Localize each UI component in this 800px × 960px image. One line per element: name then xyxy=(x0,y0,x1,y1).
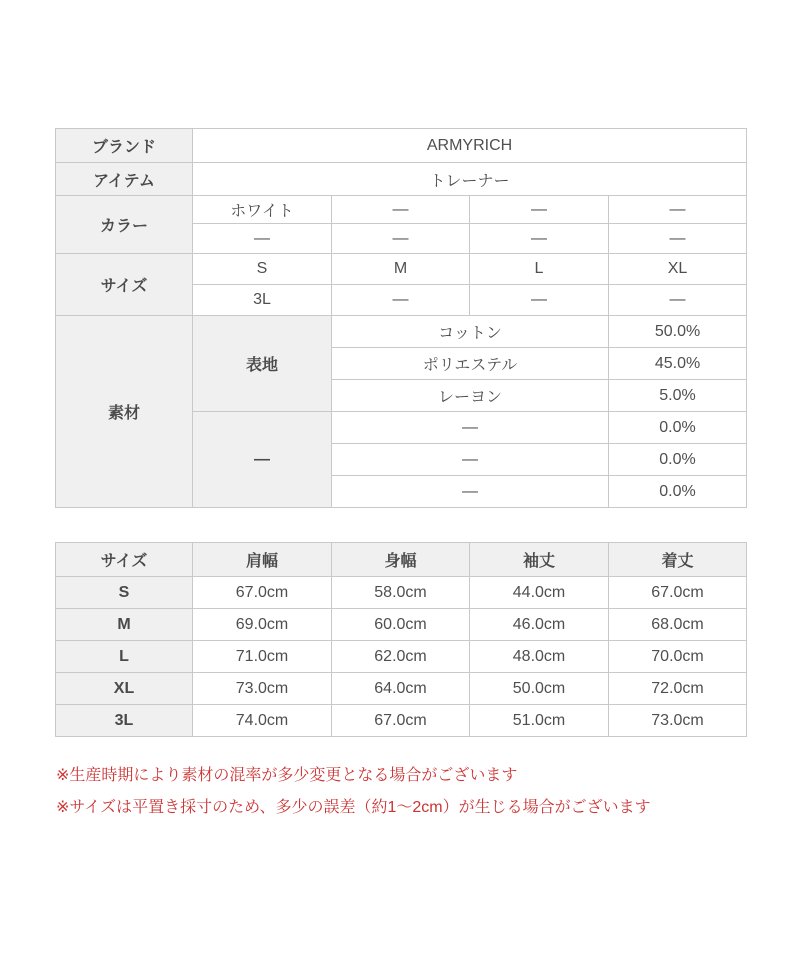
color-cell: — xyxy=(609,196,747,224)
table-row xyxy=(56,254,747,285)
material-name-cell: コットン xyxy=(332,316,609,348)
measurement-cell: 51.0cm xyxy=(470,705,609,737)
table-row xyxy=(56,609,747,641)
size-option-cell: L xyxy=(470,254,609,285)
measurement-cell: 69.0cm xyxy=(193,609,332,641)
table-row xyxy=(56,641,747,673)
brand-value: ARMYRICH xyxy=(193,129,747,163)
row-header-size: 3L xyxy=(56,705,193,737)
material-percent-cell: 45.0% xyxy=(609,348,747,380)
size-option-cell: 3L xyxy=(193,285,332,316)
material-percent-cell: 0.0% xyxy=(609,412,747,444)
size-measurement-table xyxy=(55,542,747,737)
measurement-cell: 67.0cm xyxy=(193,577,332,609)
material-part-label: 表地 xyxy=(193,316,332,412)
footnotes xyxy=(56,760,756,824)
material-ratio-note: ※生産時期により素材の混率が多少変更となる場合がございます xyxy=(56,767,518,784)
item-value: トレーナー xyxy=(193,163,747,196)
measurement-cell: 73.0cm xyxy=(193,673,332,705)
measurement-cell: 72.0cm xyxy=(609,673,747,705)
measurement-cell: 44.0cm xyxy=(470,577,609,609)
material-part-label: — xyxy=(193,412,332,508)
brand-label: ブランド xyxy=(56,129,193,163)
table-row xyxy=(56,673,747,705)
material-name-cell: レーヨン xyxy=(332,380,609,412)
table-row xyxy=(56,316,747,348)
color-cell: — xyxy=(332,196,470,224)
size-option-cell: — xyxy=(332,285,470,316)
material-label: 素材 xyxy=(56,316,193,508)
row-header-size: XL xyxy=(56,673,193,705)
color-cell: ホワイト xyxy=(193,196,332,224)
measurement-cell: 74.0cm xyxy=(193,705,332,737)
size-label: サイズ xyxy=(56,254,193,316)
row-header-size: L xyxy=(56,641,193,673)
color-cell: — xyxy=(470,196,609,224)
measurement-cell: 46.0cm xyxy=(470,609,609,641)
row-header-size: M xyxy=(56,609,193,641)
size-option-cell: — xyxy=(470,285,609,316)
table-row xyxy=(56,577,747,609)
material-percent-cell: 0.0% xyxy=(609,444,747,476)
measurement-tolerance-note: ※サイズは平置き採寸のため、多少の誤差（約1～2cm）が生じる場合がございます xyxy=(56,799,651,816)
measurement-cell: 71.0cm xyxy=(193,641,332,673)
column-header-sleeve: 袖丈 xyxy=(470,543,609,577)
size-option-cell: — xyxy=(609,285,747,316)
product-spec-table xyxy=(55,128,747,508)
table-row xyxy=(56,129,747,163)
table-row xyxy=(56,163,747,196)
measurement-cell: 60.0cm xyxy=(332,609,470,641)
material-name-cell: — xyxy=(332,444,609,476)
column-header-shoulder: 肩幅 xyxy=(193,543,332,577)
measurement-cell: 48.0cm xyxy=(470,641,609,673)
measurement-cell: 67.0cm xyxy=(609,577,747,609)
material-name-cell: — xyxy=(332,476,609,508)
material-percent-cell: 5.0% xyxy=(609,380,747,412)
size-option-cell: S xyxy=(193,254,332,285)
color-cell: — xyxy=(332,224,470,254)
table-row xyxy=(56,196,747,224)
measurement-cell: 68.0cm xyxy=(609,609,747,641)
material-percent-cell: 0.0% xyxy=(609,476,747,508)
measurement-cell: 50.0cm xyxy=(470,673,609,705)
material-name-cell: ポリエステル xyxy=(332,348,609,380)
measurement-cell: 73.0cm xyxy=(609,705,747,737)
color-cell: — xyxy=(609,224,747,254)
item-label: アイテム xyxy=(56,163,193,196)
column-header-size: サイズ xyxy=(56,543,193,577)
size-option-cell: XL xyxy=(609,254,747,285)
color-label: カラー xyxy=(56,196,193,254)
measurement-cell: 64.0cm xyxy=(332,673,470,705)
row-header-size: S xyxy=(56,577,193,609)
table-row xyxy=(56,705,747,737)
color-cell: — xyxy=(470,224,609,254)
material-name-cell: — xyxy=(332,412,609,444)
table-header-row xyxy=(56,543,747,577)
color-cell: — xyxy=(193,224,332,254)
measurement-cell: 58.0cm xyxy=(332,577,470,609)
measurement-cell: 70.0cm xyxy=(609,641,747,673)
column-header-length: 着丈 xyxy=(609,543,747,577)
size-option-cell: M xyxy=(332,254,470,285)
column-header-chest: 身幅 xyxy=(332,543,470,577)
material-percent-cell: 50.0% xyxy=(609,316,747,348)
measurement-cell: 67.0cm xyxy=(332,705,470,737)
measurement-cell: 62.0cm xyxy=(332,641,470,673)
